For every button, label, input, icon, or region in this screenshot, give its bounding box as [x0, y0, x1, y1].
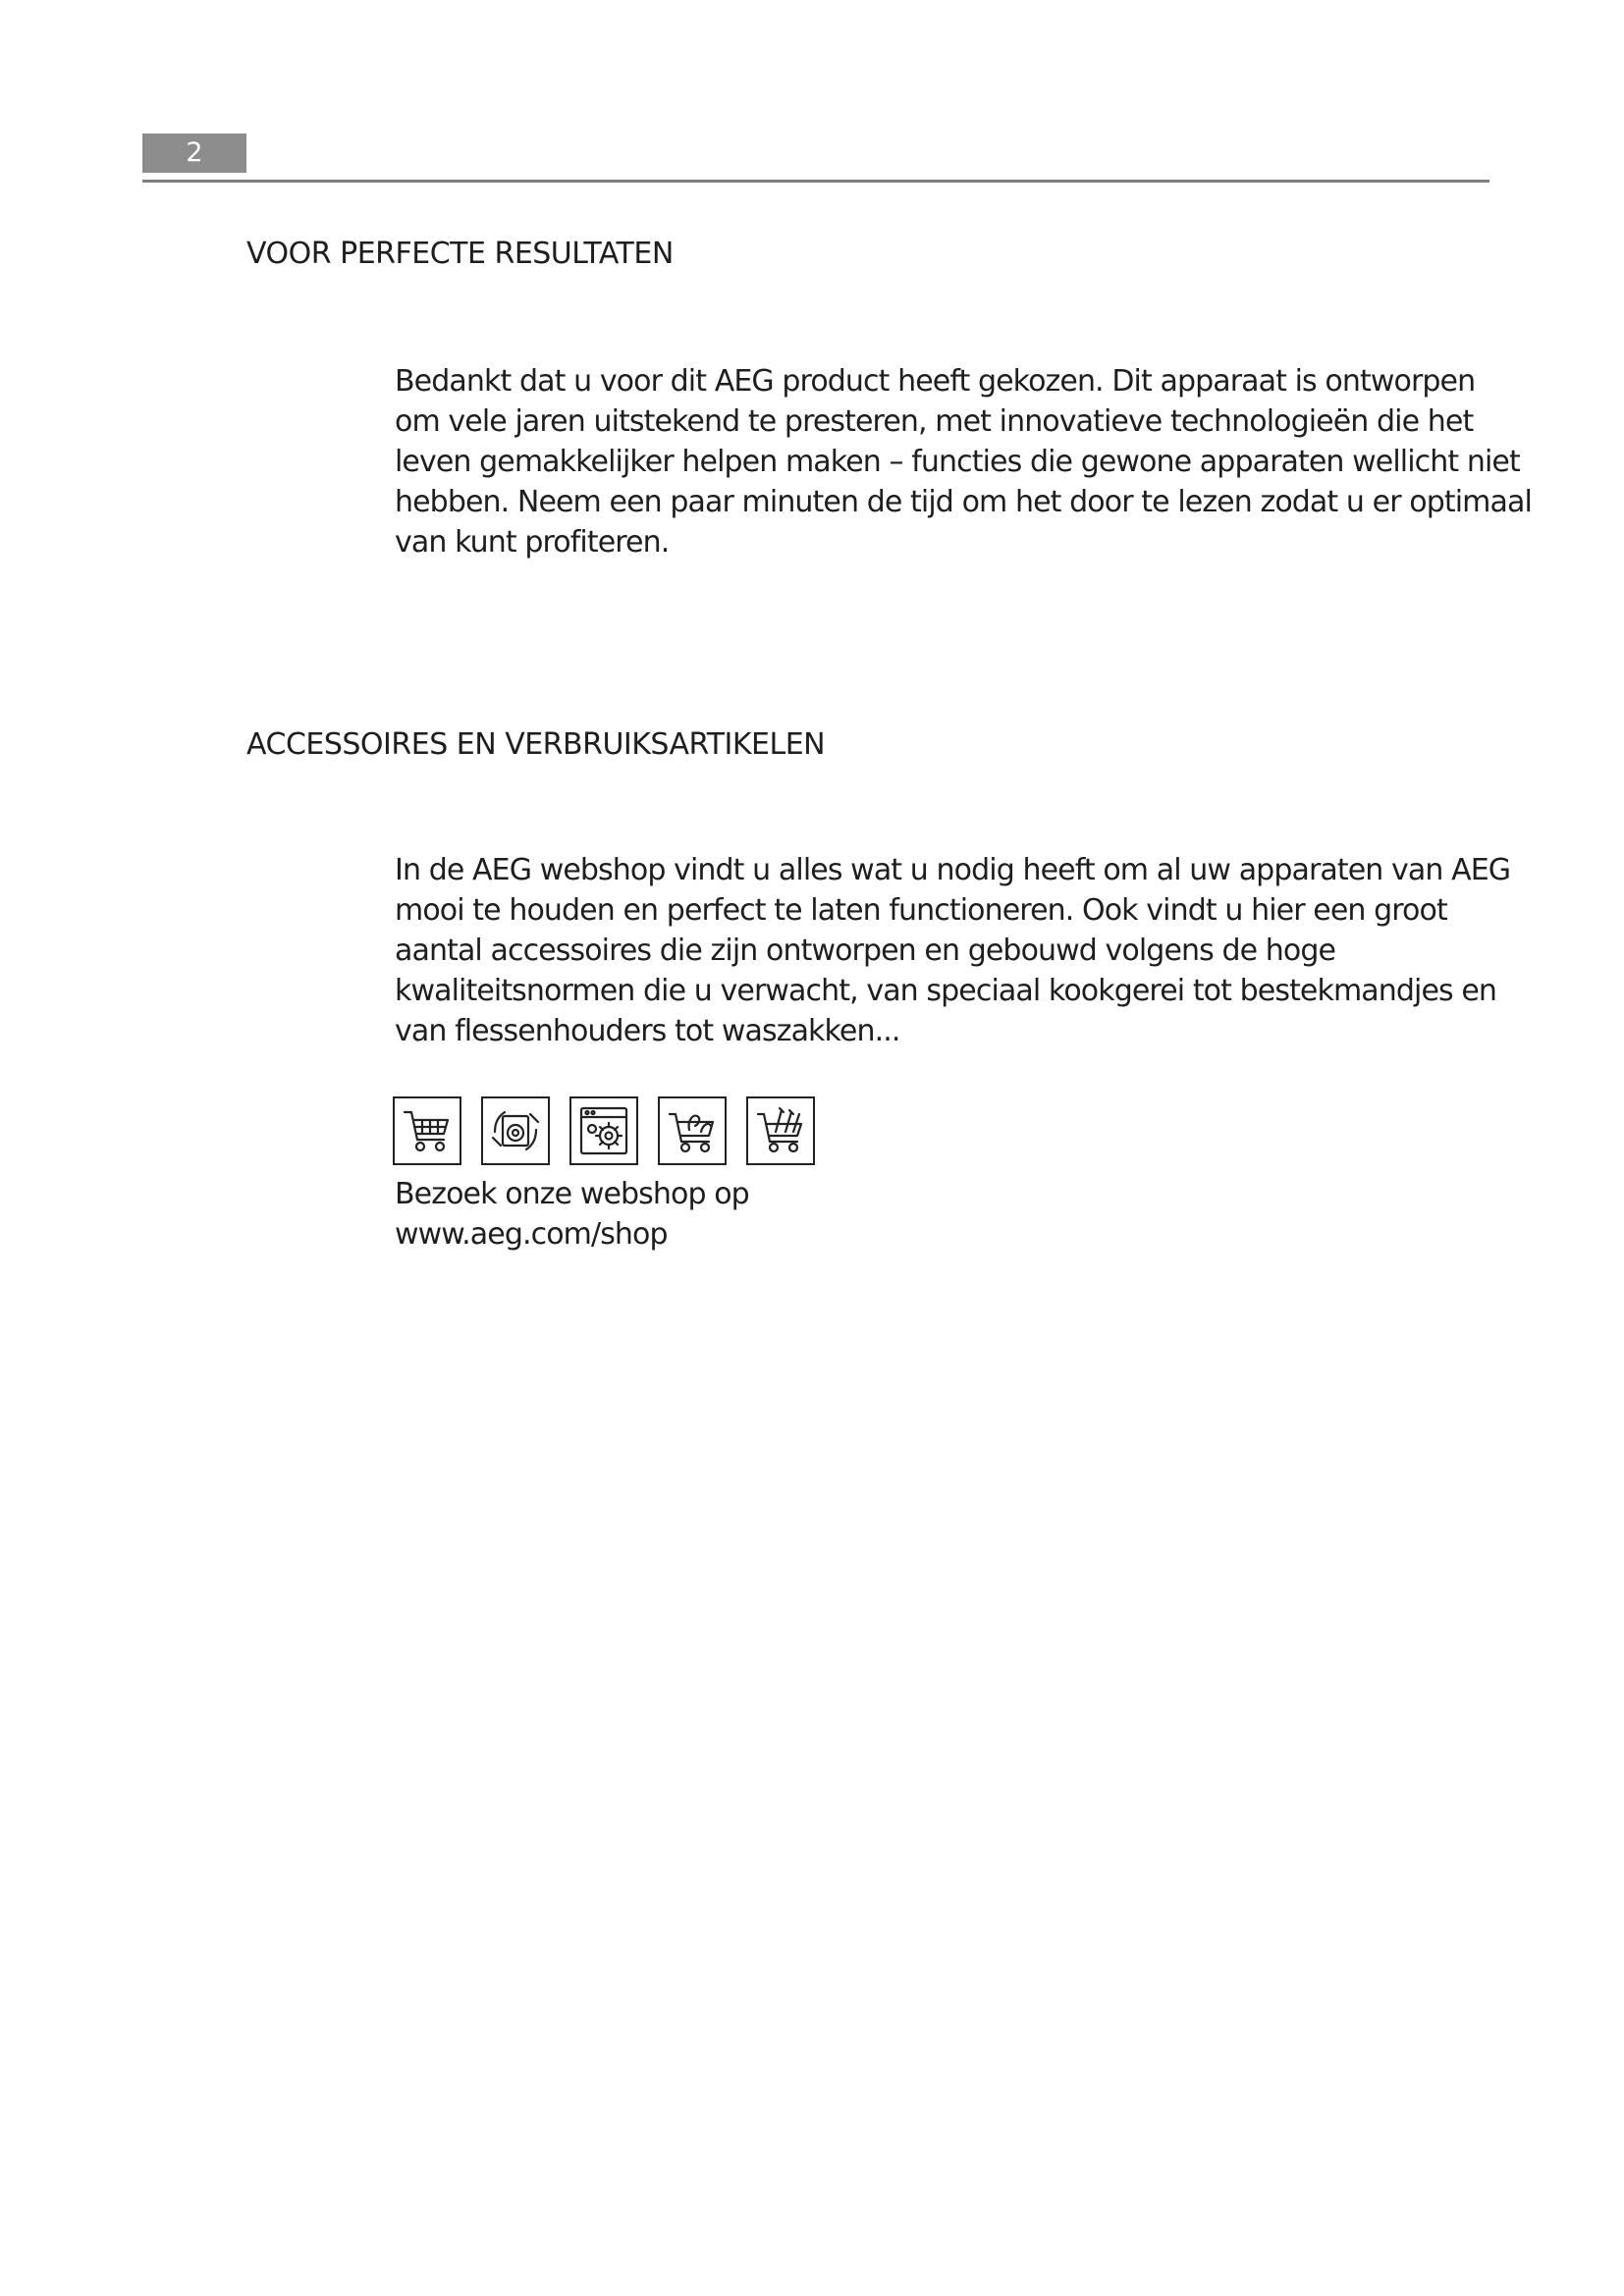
accessories-line: mooi te houden en perfect te laten functioneren. Ook vindt u hier een groot [395, 893, 1447, 928]
hands-care-icon [481, 1096, 550, 1165]
intro-line: hebben. Neem een paar minuten de tijd om het door te lezen zodat u er optimaal [395, 485, 1532, 519]
appliance-gear-icon [569, 1096, 638, 1165]
shopping-cart-icon [393, 1096, 461, 1165]
visit-line: Bezoek onze webshop op [395, 1177, 749, 1211]
webshop-icon-row [393, 1096, 815, 1165]
intro-line: van kunt profiteren. [395, 525, 670, 560]
intro-line: Bedankt dat u voor dit AEG product heeft gekozen. Dit apparaat is ontworpen [395, 364, 1476, 399]
intro-paragraph [395, 361, 1532, 562]
cart-accessories-icon [658, 1096, 727, 1165]
accessories-paragraph [395, 850, 1511, 1051]
webshop-url-link[interactable]: www.aeg.com/shop [395, 1217, 668, 1252]
accessories-line: van flessenhouders tot waszakken... [395, 1014, 900, 1048]
accessories-line: kwaliteitsnormen die u verwacht, van speciaal kookgerei tot bestekmandjes en [395, 974, 1497, 1008]
intro-line: om vele jaren uitstekend te presteren, met innovatieve technologieën die het [395, 404, 1474, 439]
cart-utensils-icon [746, 1096, 815, 1165]
accessories-line: In de AEG webshop vindt u alles wat u nodig heeft om al uw apparaten van AEG [395, 853, 1511, 887]
section-title-perfect-results: VOOR PERFECTE RESULTATEN [246, 237, 674, 271]
header-rule [142, 180, 1489, 183]
section-title-accessories: ACCESSOIRES EN VERBRUIKSARTIKELEN [246, 727, 826, 762]
webshop-visit-text [395, 1174, 749, 1255]
accessories-line: aantal accessoires die zijn ontworpen en gebouwd volgens de hoge [395, 934, 1336, 968]
page-number: 2 [142, 133, 246, 173]
intro-line: leven gemakkelijker helpen maken – functies die gewone apparaten wellicht niet [395, 445, 1520, 479]
